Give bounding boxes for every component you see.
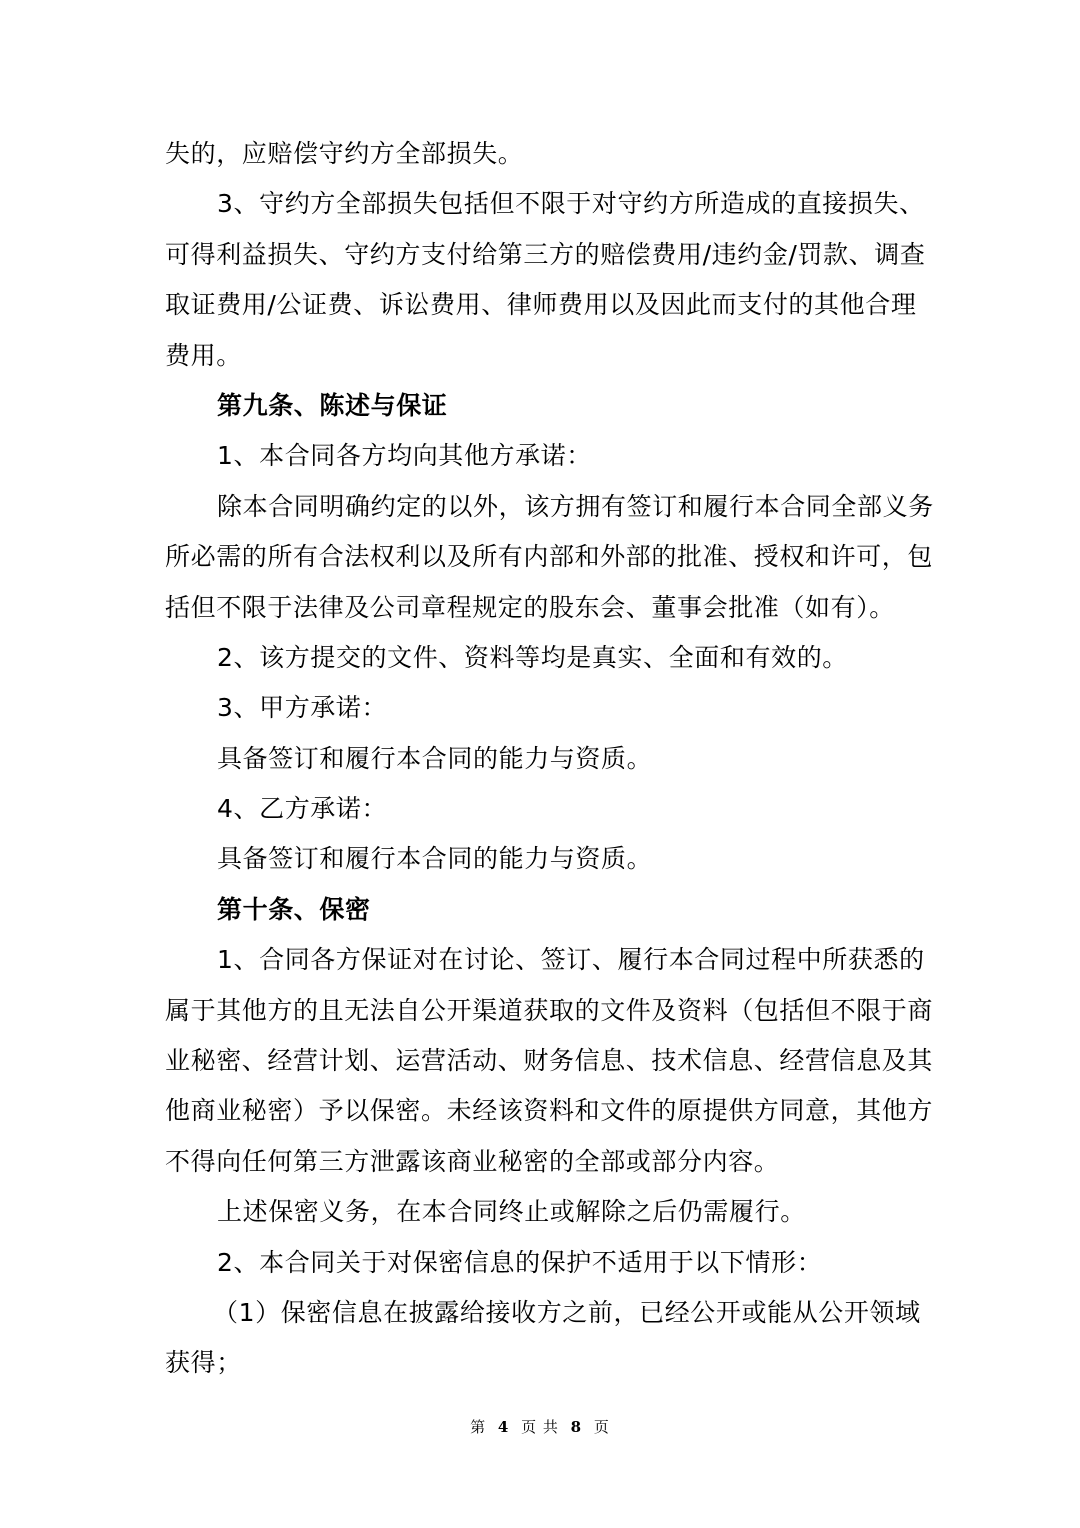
section-heading: 第九条、陈述与保证 <box>217 390 448 420</box>
paragraph-line: 除本合同明确约定的以外，该方拥有签订和履行本合同全部义务 <box>217 491 934 521</box>
footer-suffix: 页 <box>593 1418 610 1436</box>
total-pages-number: 8 <box>570 1418 583 1436</box>
footer-prefix: 第 <box>470 1418 487 1436</box>
paragraph-line: 2、该方提交的文件、资料等均是真实、全面和有效的。 <box>217 642 848 672</box>
section-heading: 第十条、保密 <box>217 894 371 924</box>
paragraph-line: 不得向任何第三方泄露该商业秘密的全部或部分内容。 <box>165 1146 780 1176</box>
paragraph-line: 具备签订和履行本合同的能力与资质。 <box>217 844 653 874</box>
paragraph-line: 业秘密、经营计划、运营活动、财务信息、技术信息、经营信息及其 <box>165 1046 934 1076</box>
paragraph-line: 上述保密义务，在本合同终止或解除之后仍需履行。 <box>217 1197 806 1227</box>
paragraph-line: 属于其他方的且无法自公开渠道获取的文件及资料（包括但不限于商 <box>165 995 934 1025</box>
paragraph-line: 3、甲方承诺： <box>217 693 388 723</box>
paragraph-line: 1、本合同各方均向其他方承诺： <box>217 441 592 471</box>
paragraph-line: 具备签订和履行本合同的能力与资质。 <box>217 743 653 773</box>
paragraph-line: 3、守约方全部损失包括但不限于对守约方所造成的直接损失、 <box>217 189 925 219</box>
current-page-number: 4 <box>497 1418 510 1436</box>
paragraph-line: 费用。 <box>165 340 242 370</box>
paragraph-line: 他商业秘密）予以保密。未经该资料和文件的原提供方同意，其他方 <box>165 1096 934 1126</box>
paragraph-line: 括但不限于法律及公司章程规定的股东会、董事会批准（如有）。 <box>165 592 895 622</box>
paragraph-line: 失的，应赔偿守约方全部损失。 <box>165 139 524 168</box>
paragraph-line: 取证费用/公证费、诉讼费用、律师费用以及因此而支付的其他合理 <box>165 290 917 320</box>
paragraph-line: 所必需的所有合法权利以及所有内部和外部的批准、授权和许可，包 <box>165 542 934 572</box>
page-footer <box>0 1416 1080 1437</box>
paragraph-line: 可得利益损失、守约方支付给第三方的赔偿费用/违约金/罚款、调查 <box>165 239 926 269</box>
paragraph-line: 1、合同各方保证对在讨论、签订、履行本合同过程中所获悉的 <box>217 945 925 975</box>
paragraph-line: 获得； <box>165 1348 242 1378</box>
footer-middle: 页 共 <box>521 1418 559 1436</box>
paragraph-line: （1）保密信息在披露给接收方之前，已经公开或能从公开领域 <box>213 1297 921 1327</box>
paragraph-line: 2、本合同关于对保密信息的保护不适用于以下情形： <box>217 1247 823 1277</box>
paragraph-line: 4、乙方承诺： <box>217 794 388 824</box>
document-body <box>165 129 934 1389</box>
